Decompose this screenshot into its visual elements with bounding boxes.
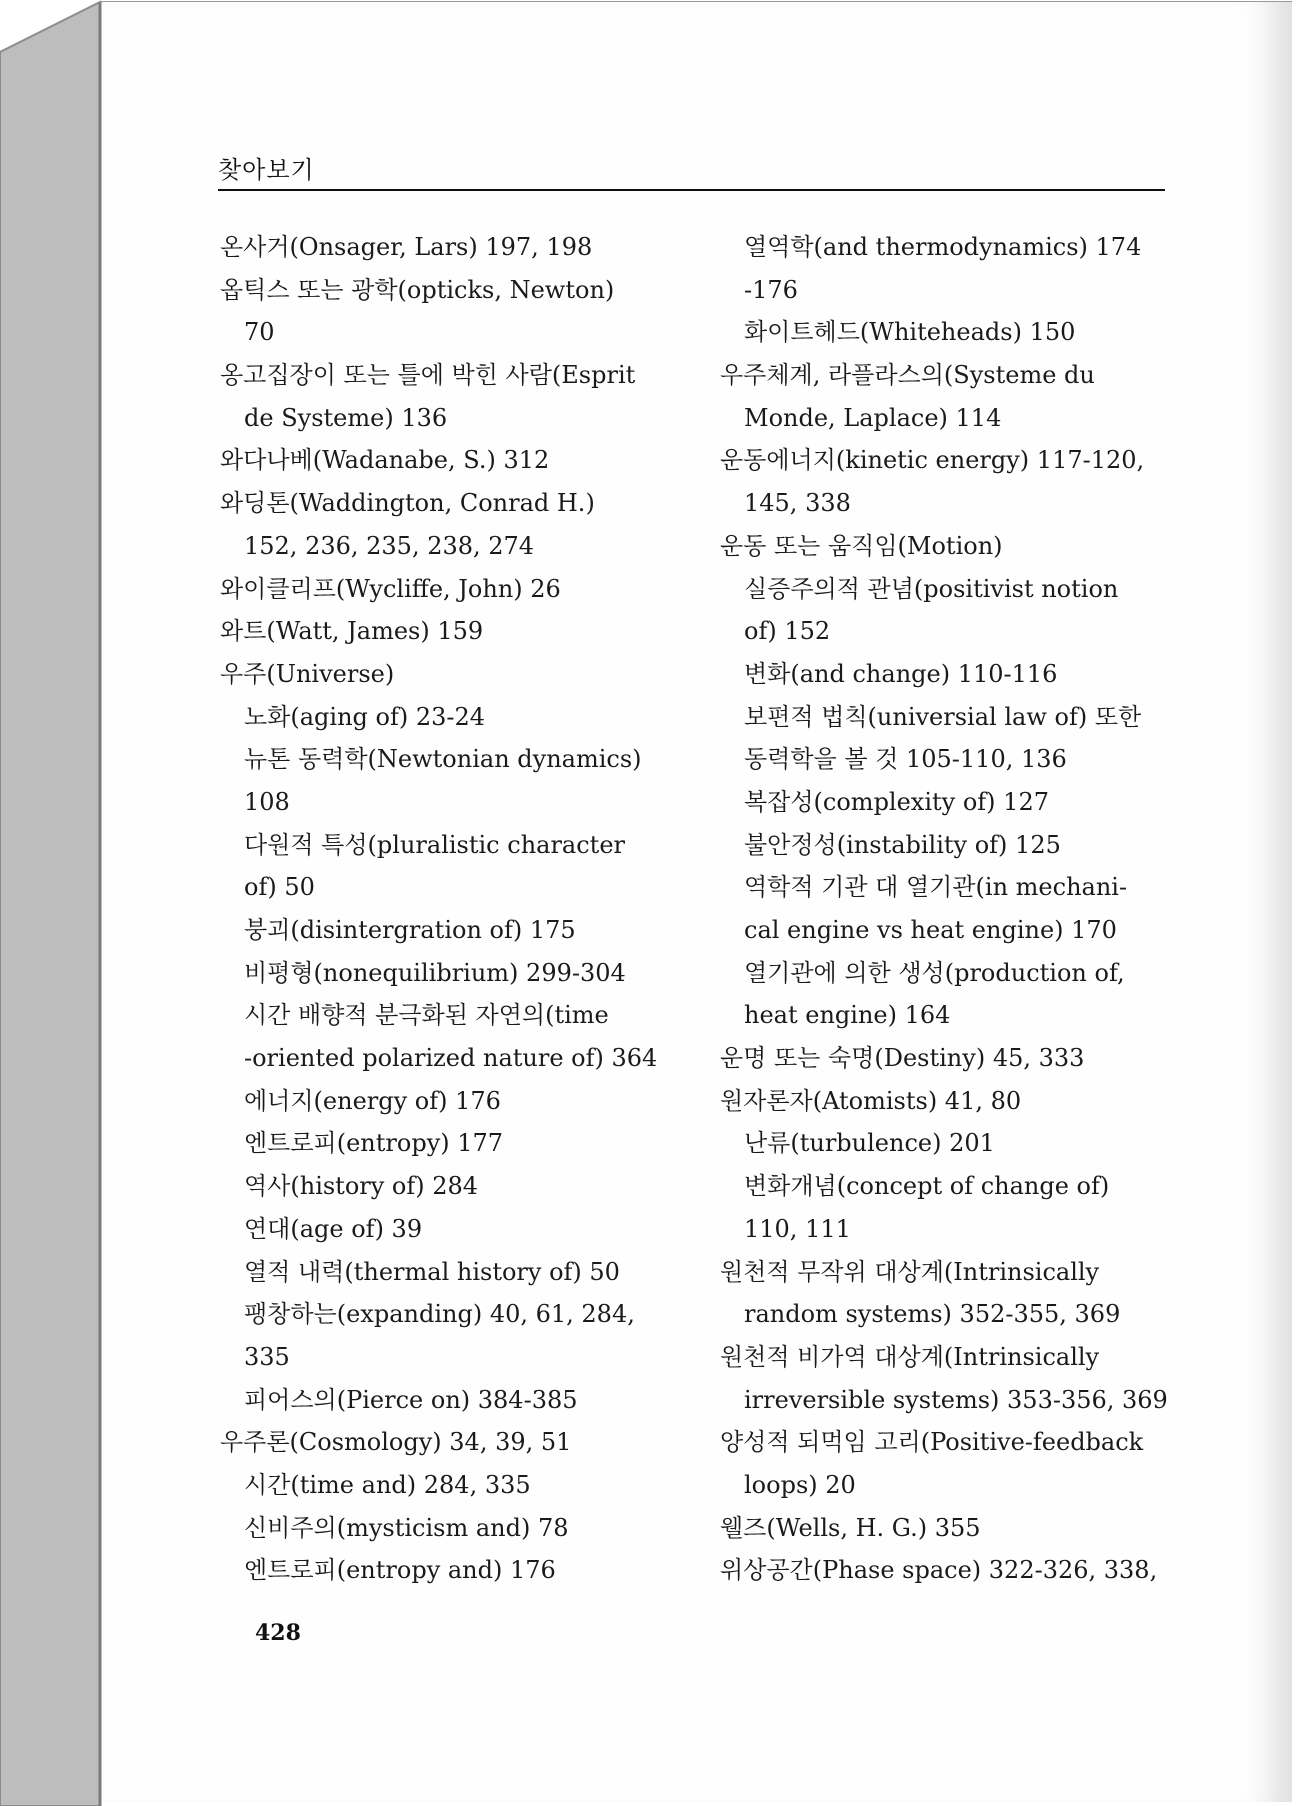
index-entry: 뉴톤 동력학(Newtonian dynamics) [244,745,642,774]
index-entry: 옹고집장이 또는 틀에 박힌 사람(Esprit [220,361,636,390]
index-entry: 보편적 법칙(universial law of) 또한 [744,702,1142,731]
index-entry: 원자론자(Atomists) 41, 80 [720,1086,1022,1115]
index-entry: irreversible systems) 353-356, 369 [744,1385,1168,1414]
index-entry: of) 50 [244,873,315,902]
index-entry: 335 [244,1342,290,1371]
index-entry: 와이클리프(Wycliffe, John) 26 [220,574,561,603]
index-entry: 우주론(Cosmology) 34, 39, 51 [220,1428,572,1457]
index-entry: 엔트로피(entropy and) 176 [244,1556,556,1585]
index-entry: 운동에너지(kinetic energy) 117-120, [720,446,1145,475]
page-number: 428 [255,1620,301,1646]
index-entry: 역학적 기관 대 열기관(in mechani- [744,873,1128,902]
index-entry: 원천적 비가역 대상계(Intrinsically [720,1342,1100,1371]
index-entry: 비평형(nonequilibrium) 299-304 [244,958,626,987]
index-entry: 동력학을 볼 것 105-110, 136 [744,745,1067,774]
index-entry: 152, 236, 235, 238, 274 [244,531,535,560]
index-entry: loops) 20 [744,1470,856,1499]
index-entry: 양성적 되먹임 고리(Positive-feedback [720,1428,1144,1457]
index-entry: 엔트로피(entropy) 177 [244,1129,504,1158]
index-entry: 변화(and change) 110-116 [744,659,1058,688]
running-header [218,150,1165,191]
index-entry: 붕괴(disintergration of) 175 [244,916,576,944]
index-entry: 역사(history of) 284 [244,1172,479,1201]
index-entry: 노화(aging of) 23-24 [244,702,486,731]
index-entry: -oriented polarized nature of) 364 [244,1044,658,1073]
index-entry: 다원적 특성(pluralistic character [244,830,625,859]
index-entry: 110, 111 [744,1214,851,1243]
index-entry: 와딩톤(Waddington, Conrad H.) [220,489,595,518]
index-entry: 70 [244,318,275,347]
index-entry: 우주(Universe) [220,659,395,688]
index-entry: 우주체계, 라플라스의(Systeme du [720,361,1095,390]
index-entry: 145, 338 [744,489,851,518]
index-entry: 복잡성(complexity of) 127 [744,787,1049,816]
index-entry: 와트(Watt, James) 159 [220,617,484,646]
index-entry: 와다나베(Wadanabe, S.) 312 [220,446,550,475]
index-entry: random systems) 352-355, 369 [744,1300,1121,1329]
index-entry: 열역학(and thermodynamics) 174 [744,233,1142,261]
index-entry: 난류(turbulence) 201 [744,1129,995,1158]
index-entry: Monde, Laplace) 114 [744,403,1002,432]
index-entry: 옵틱스 또는 광학(opticks, Newton) [220,275,615,304]
index-entry: 피어스의(Pierce on) 384-385 [244,1385,578,1414]
index-entry: 웰즈(Wells, H. G.) 355 [720,1513,981,1542]
index-entry: 신비주의(mysticism and) 78 [244,1513,569,1542]
index-entry: 실증주의적 관념(positivist notion [744,574,1119,603]
index-entry: heat engine) 164 [744,1001,951,1030]
index-entry: 원천적 무작위 대상계(Intrinsically [720,1257,1100,1286]
index-entry: 열기관에 의한 생성(production of, [744,958,1125,987]
index-entry: 에너지(energy of) 176 [244,1086,501,1115]
index-entry: 시간(time and) 284, 335 [244,1470,531,1499]
index-entry: 변화개념(concept of change of) [744,1172,1110,1201]
index-entry: -176 [744,275,798,304]
index-entry: 운명 또는 숙명(Destiny) 45, 333 [720,1044,1085,1073]
index-entry: 열적 내력(thermal history of) 50 [244,1257,620,1286]
index-entry: 온사거(Onsager, Lars) 197, 198 [220,233,593,261]
index-entry: 화이트헤드(Whiteheads) 150 [744,318,1076,347]
index-column-right [720,226,1170,1592]
index-entry: 위상공간(Phase space) 322-326, 338, [720,1556,1158,1585]
index-entry: 팽창하는(expanding) 40, 61, 284, [244,1300,635,1329]
index-column-left [220,226,670,1592]
index-entry: 연대(age of) 39 [244,1214,423,1243]
index-entry: de Systeme) 136 [244,403,448,432]
index-entry: 불안정성(instability of) 125 [744,830,1061,859]
index-entry: cal engine vs heat engine) 170 [744,916,1117,944]
index-entry: 108 [244,787,290,816]
page-title: 찾아보기 [218,156,315,184]
index-entry: of) 152 [744,617,831,646]
index-entry: 시간 배향적 분극화된 자연의(time [244,1001,609,1030]
index-entry: 운동 또는 움직임(Motion) [720,531,1003,560]
